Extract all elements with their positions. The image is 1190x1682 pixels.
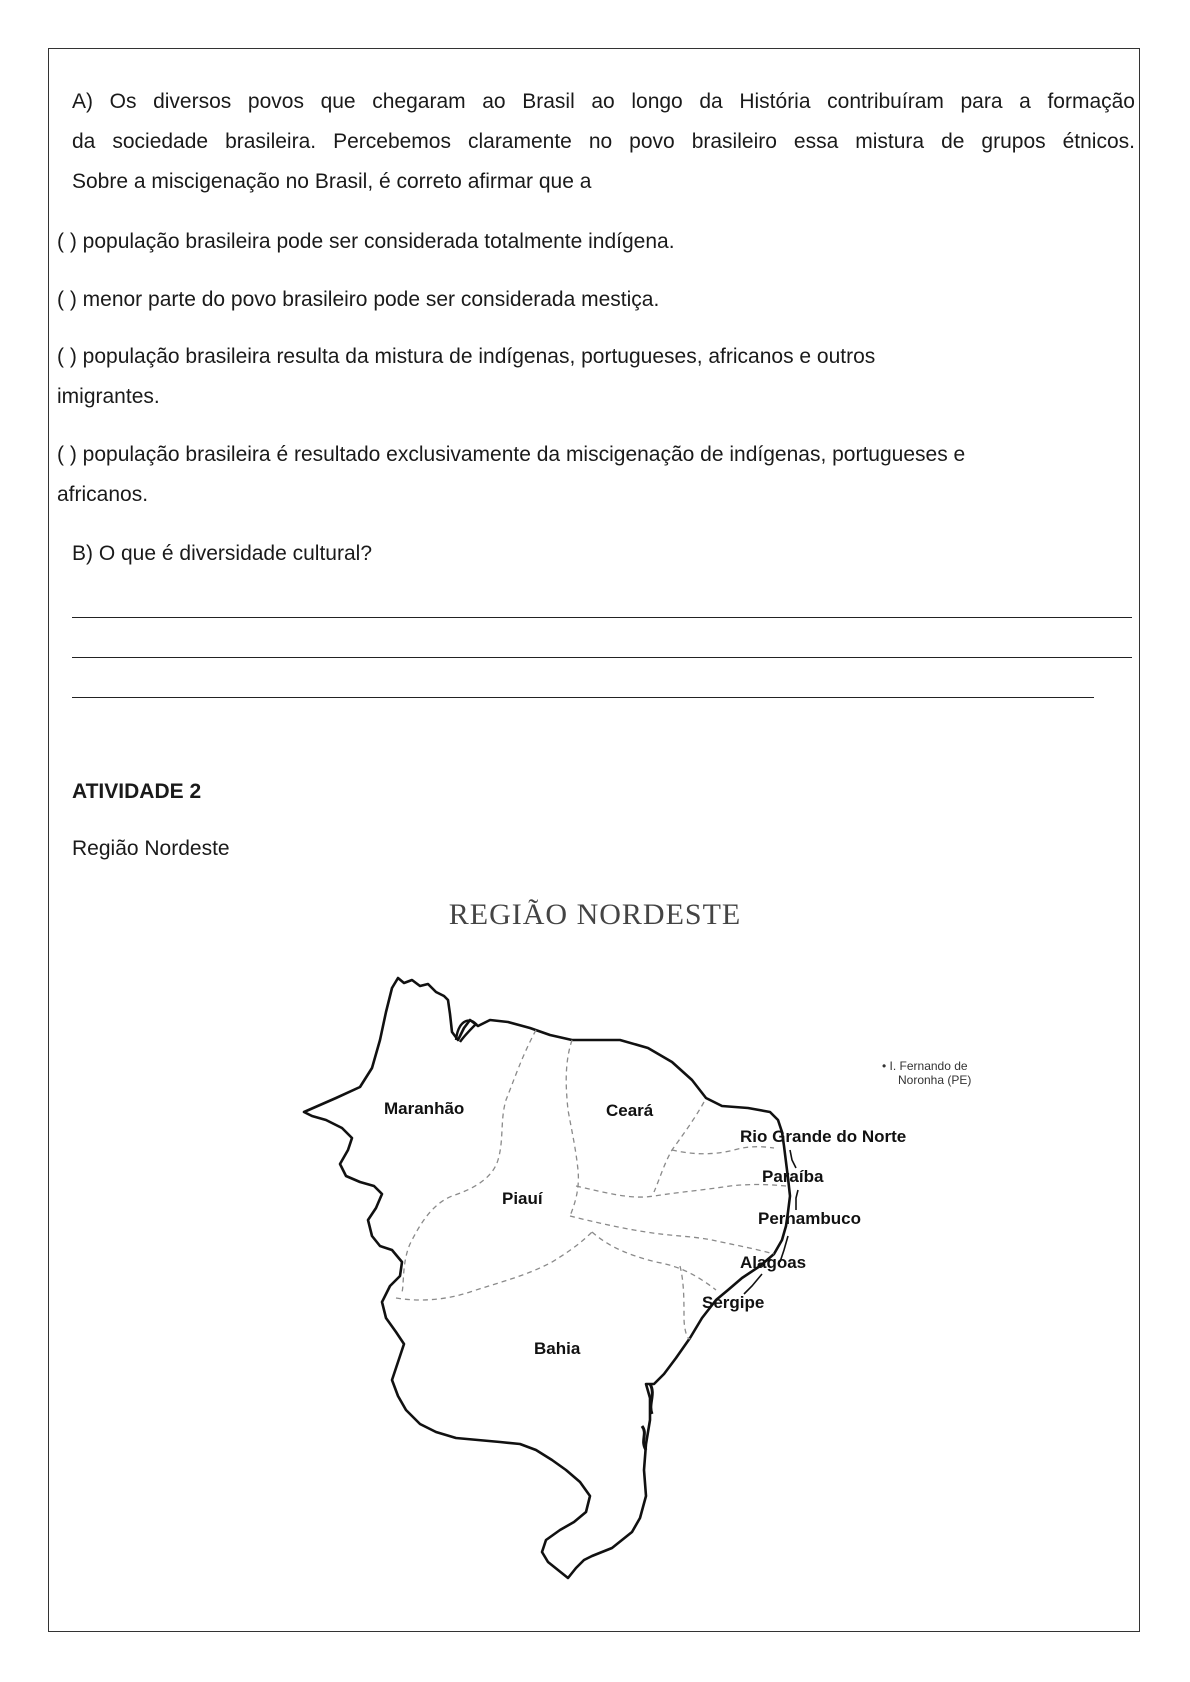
answer-line-1[interactable] <box>72 617 1132 618</box>
label-paraiba: Paraíba <box>762 1167 824 1186</box>
label-piaui: Piauí <box>502 1189 543 1208</box>
label-maranhao: Maranhão <box>384 1099 465 1118</box>
activity-2-heading: ATIVIDADE 2 <box>72 780 202 803</box>
question-a-line-3: Sobre a miscigenação no Brasil, é correto afirmar que a <box>72 170 592 193</box>
label-pernambuco: Pernambuco <box>758 1209 861 1228</box>
activity-2-subtitle: Região Nordeste <box>72 837 230 860</box>
label-rio-grande-do-norte: Rio Grande do Norte <box>740 1127 907 1146</box>
option-3[interactable]: ( ) população brasileira resulta da mistura de indígenas, portugueses, africanos e outros <box>57 345 876 368</box>
answer-line-3[interactable] <box>72 697 1094 698</box>
question-a-line-2: da sociedade brasileira. Percebemos claramente no povo brasileiro essa mistura de grupos étnicos. <box>72 130 1135 153</box>
option-4-continued: africanos. <box>57 483 149 506</box>
label-ceara: Ceará <box>606 1101 654 1120</box>
option-3-continued: imigrantes. <box>57 385 160 408</box>
option-1[interactable]: ( ) população brasileira pode ser considerada totalmente indígena. <box>57 230 675 253</box>
answer-line-2[interactable] <box>72 657 1132 658</box>
question-a-line-1: A) Os diversos povos que chegaram ao Brasil ao longo da História contribuíram para a formação <box>72 90 1135 113</box>
option-2[interactable]: ( ) menor parte do povo brasileiro pode ser considerada mestiça. <box>57 288 660 311</box>
label-alagoas: Alagoas <box>740 1253 807 1272</box>
island-note-line-2: Noronha (PE) <box>898 1073 972 1087</box>
label-bahia: Bahia <box>534 1339 581 1358</box>
map-title: REGIÃO NORDESTE <box>448 898 742 931</box>
island-note-line-1: • I. Fernando de <box>882 1059 968 1073</box>
question-b-prompt: B) O que é diversidade cultural? <box>72 542 372 565</box>
label-sergipe: Sergipe <box>702 1293 765 1312</box>
option-4[interactable]: ( ) população brasileira é resultado exclusivamente da miscigenação de indígenas, portugueses e <box>57 443 966 466</box>
